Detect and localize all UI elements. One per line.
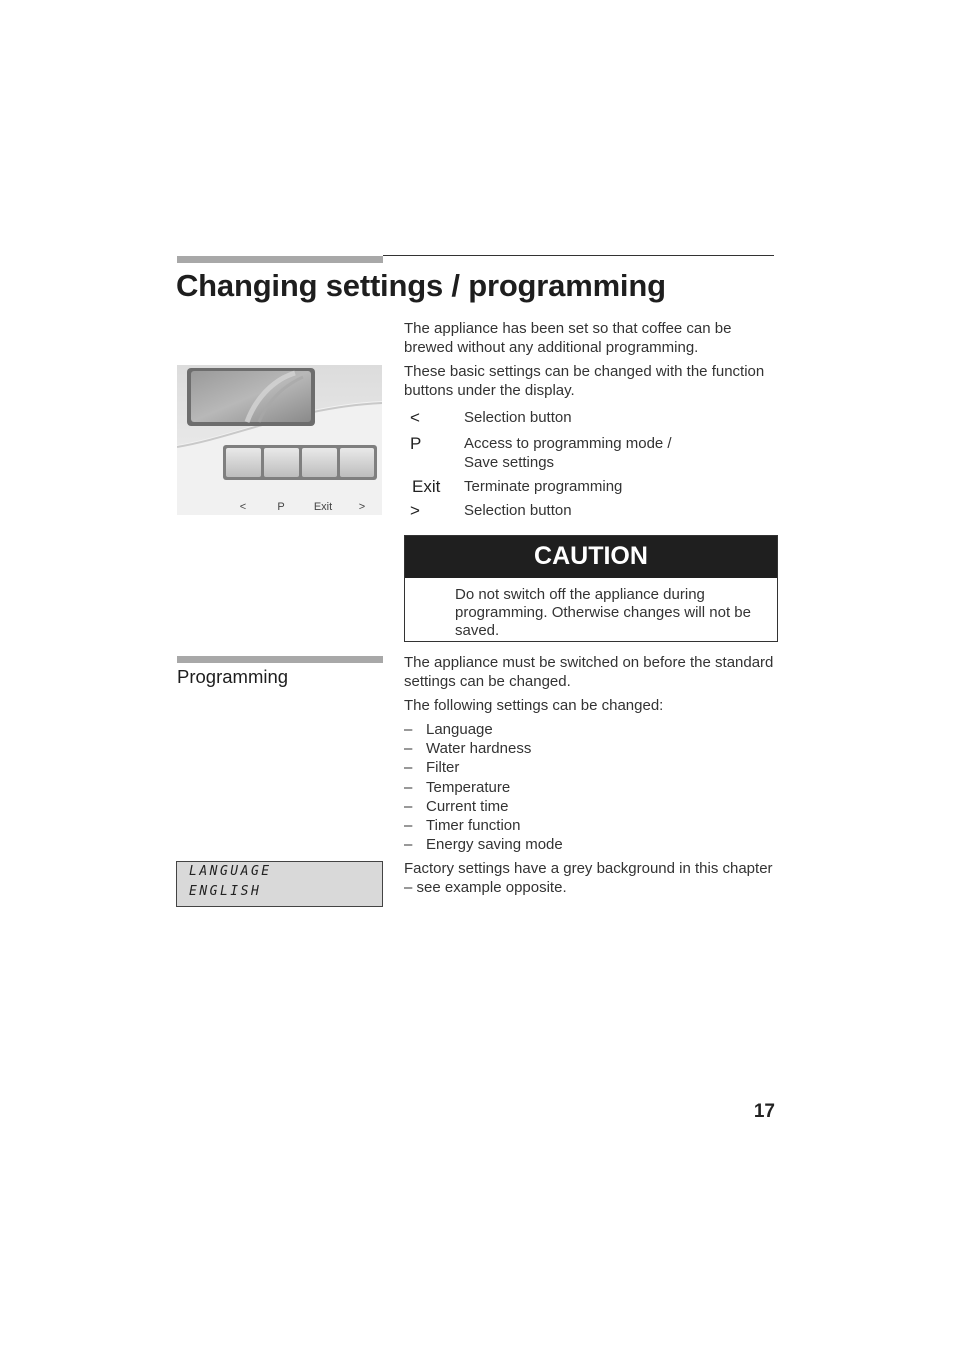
control-panel-drawing xyxy=(177,365,382,515)
list-item: – Language xyxy=(404,720,704,739)
caution-text: Do not switch off the appliance during programming. Otherwise changes will not be saved. xyxy=(455,586,751,639)
list-item: – Filter xyxy=(404,758,704,777)
legend-symbol: < xyxy=(410,408,420,427)
control-panel-image xyxy=(177,365,382,515)
caution-heading: CAUTION xyxy=(405,536,777,578)
section-rule xyxy=(177,656,383,663)
legend-symbol: P xyxy=(410,434,422,453)
list-item: – Water hardness xyxy=(404,739,704,758)
list-item: – Current time xyxy=(404,797,704,816)
intro-paragraph-1: The appliance has been set so that coffee can be brewed without any additional programming. xyxy=(404,320,732,356)
settings-list xyxy=(404,720,704,854)
page-title: Changing settings / programming xyxy=(176,268,666,303)
display-line-1: LANGUAGE xyxy=(189,864,272,879)
page-number: 17 xyxy=(753,1101,775,1122)
button-legend-row xyxy=(410,477,770,499)
list-item: – Timer function xyxy=(404,816,704,835)
legend-description: Selection button xyxy=(464,409,572,426)
button-legend-row xyxy=(410,408,770,430)
legend-symbol: Exit xyxy=(412,477,441,496)
legend-symbol: > xyxy=(410,501,420,520)
list-item: – Energy saving mode xyxy=(404,835,704,854)
button-legend-row xyxy=(410,434,770,474)
programming-paragraph-3: Factory settings have a grey background in this chapter – see example opposite. xyxy=(404,860,773,896)
section-heading: Programming xyxy=(177,666,289,687)
intro-paragraph-2: These basic settings can be changed with the function buttons under the display. xyxy=(404,363,765,399)
legend-description: Access to programming mode / Save settings xyxy=(464,435,672,471)
header-rule xyxy=(383,255,774,256)
display-line-2: ENGLISH xyxy=(189,884,262,899)
programming-paragraph-2: The following settings can be changed: xyxy=(404,697,664,714)
caution-box xyxy=(404,535,778,642)
panel-label-left: < xyxy=(239,501,247,513)
button-legend-row xyxy=(410,501,770,523)
programming-paragraph-1: The appliance must be switched on before the standard settings can be changed. xyxy=(404,654,774,690)
header-rule-accent xyxy=(177,256,383,263)
legend-description: Selection button xyxy=(464,502,572,519)
display-example xyxy=(176,861,383,907)
legend-description: Terminate programming xyxy=(464,478,623,495)
panel-label-right: > xyxy=(358,501,366,513)
panel-label-exit: Exit xyxy=(313,501,333,513)
panel-label-p: P xyxy=(277,501,285,513)
list-item: – Temperature xyxy=(404,778,704,797)
